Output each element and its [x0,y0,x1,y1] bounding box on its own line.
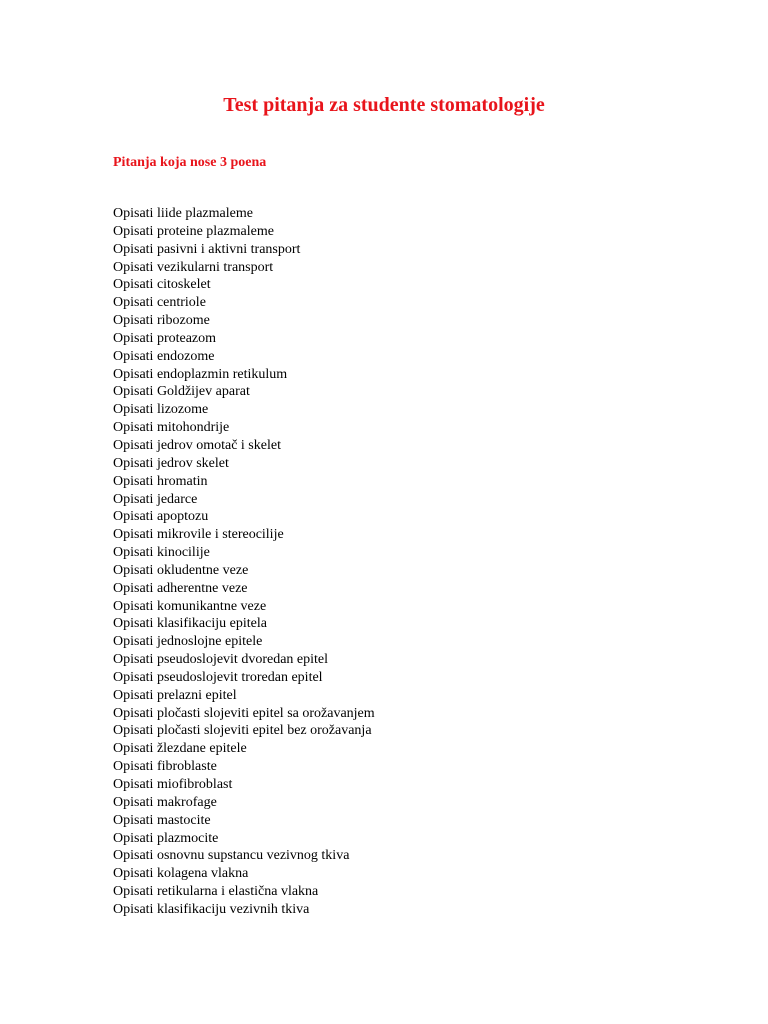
question-item: Opisati jednoslojne epitele [113,634,263,650]
question-item: Opisati ribozome [113,313,210,329]
question-item: Opisati pločasti slojeviti epitel bez orožavanja [113,723,372,739]
question-item: Opisati komunikantne veze [113,598,267,614]
question-item: Opisati pseudoslojevit troredan epitel [113,669,323,685]
question-item: Opisati liide plazmaleme [113,206,253,221]
question-item: Opisati klasifikaciju vezivnih tkiva [113,901,310,917]
question-item: Opisati vezikularni transport [113,259,274,275]
question-item: Opisati mikrovile i stereocilije [113,527,284,543]
question-list [113,205,375,919]
question-item: Opisati citoskelet [113,277,211,293]
question-item: Opisati žlezdane epitele [113,741,247,757]
question-item: Opisati endoplazmin retikulum [113,366,288,382]
question-item: Opisati proteazom [113,330,217,346]
document-title: Test pitanja za studente stomatologije [223,94,545,116]
question-item: Opisati mastocite [113,812,211,828]
question-item: Opisati pseudoslojevit dvoredan epitel [113,652,329,668]
question-item: Opisati osnovnu supstancu vezivnog tkiva [113,848,350,864]
question-item: Opisati jedarce [113,491,198,507]
question-item: Opisati retikularna i elastična vlakna [113,884,319,900]
question-item: Opisati prelazni epitel [113,687,237,703]
question-item: Opisati miofibroblast [113,777,233,792]
section-heading: Pitanja koja nose 3 poena [113,155,267,170]
question-item: Opisati Goldžijev aparat [113,384,250,400]
question-item: Opisati hromatin [113,473,208,489]
question-item: Opisati centriole [113,295,206,311]
question-item: Opisati kolagena vlakna [113,866,249,882]
question-item: Opisati pločasti slojeviti epitel sa orožavanjem [113,705,375,721]
question-item: Opisati kinocilije [113,545,210,561]
question-item: Opisati okludentne veze [113,562,249,578]
question-item: Opisati lizozome [113,402,209,418]
question-item: Opisati apoptozu [113,509,209,525]
question-item: Opisati jedrov skelet [113,455,229,471]
question-item: Opisati adherentne veze [113,580,248,596]
question-item: Opisati jedrov omotač i skelet [113,437,281,453]
question-item: Opisati makrofage [113,794,217,810]
question-item: Opisati plazmocite [113,830,219,846]
question-item: Opisati proteine plazmaleme [113,223,274,239]
question-item: Opisati endozome [113,348,215,364]
question-item: Opisati fibroblaste [113,759,217,775]
question-item: Opisati pasivni i aktivni transport [113,241,301,257]
question-item: Opisati mitohondrije [113,420,230,436]
question-item: Opisati klasifikaciju epitela [113,616,267,632]
